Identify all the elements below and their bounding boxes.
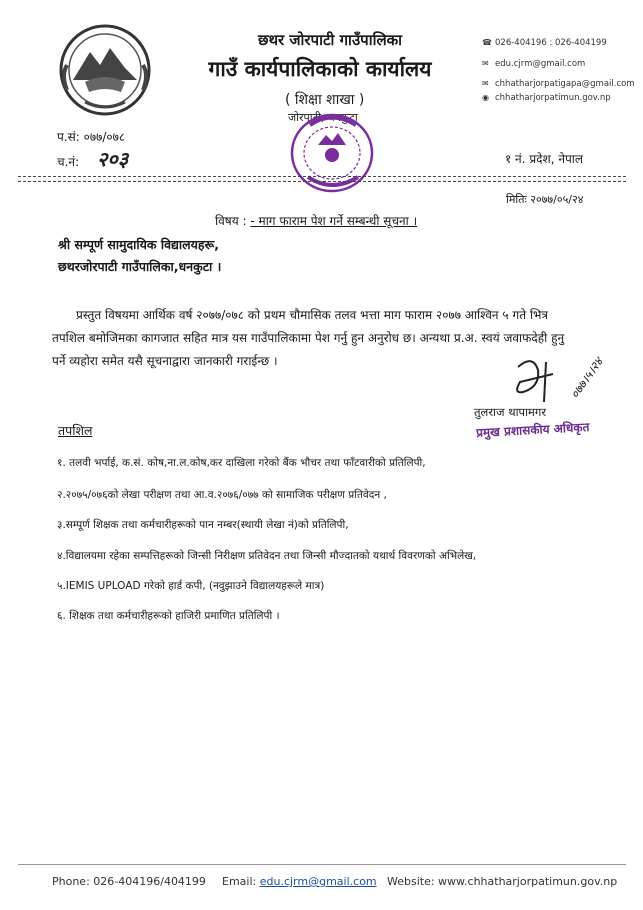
tapshil-heading: तपशिल — [58, 423, 93, 438]
section-name: ( शिक्षा शाखा ) — [285, 92, 365, 108]
handwritten-cha-na: २०३ — [96, 147, 129, 171]
signatory-name: तुलराज थापामगर — [474, 405, 547, 419]
signatory-designation: प्रमुख प्रशासकीय अधिकृत — [475, 420, 590, 440]
phone-icon: ☎ — [482, 38, 492, 47]
reference-cha-na: च.नं: २०३ — [57, 147, 129, 171]
list-item: ३.सम्पूर्ण शिक्षक तथा कर्मचारीहरूको पान नम्बर(स्थायी लेखा नं)को प्रतिलिपी, — [57, 519, 349, 531]
footer-email-link[interactable]: edu.cjrm@gmail.com — [259, 875, 377, 888]
footer-phone: Phone: 026-404196/404199 — [52, 875, 206, 888]
subject-line — [215, 212, 417, 229]
subject-label: विषय : — [215, 214, 247, 228]
signature-scribble — [508, 352, 568, 407]
list-item: १. तलवी भर्पाई, क.सं. कोष,ना.ल.कोष,कर दाखिला गरेको बैंक भौचर तथा फाँटवारीको प्रतिलिपी, — [57, 457, 426, 469]
header-divider — [18, 176, 626, 177]
province-label: १ नं. प्रदेश, नेपाल — [505, 152, 584, 166]
list-item: ४.विद्यालयमा रहेका सम्पत्तिहरूको जिन्सी निरीक्षण प्रतिवेदन तथा जिन्सी मौज्दातको यथार्थ विवरणको अभिलेख, — [57, 550, 477, 562]
body-line-1: प्रस्तुत विषयमा आर्थिक वर्ष २०७७/०७८ को प्रथम चौमासिक तलव भत्ता माग फाराम २०७७ आश्विन ५ गते भित्र — [76, 308, 549, 322]
subject-text: - माग फाराम पेश गर्ने सम्बन्धी सूचना । — [250, 214, 418, 228]
list-item: ६. शिक्षक तथा कर्मचारीहरूको हाजिरी प्रमाणित प्रतिलिपी । — [57, 610, 280, 622]
footer-divider — [18, 864, 626, 865]
contact-website: ◉ chhatharjorpatimun.gov.np — [482, 93, 611, 103]
list-item: ५.IEMIS UPLOAD गरेको हार्ड कपी, (नवुझाउने विद्यालयहरूले मात्र) — [57, 580, 325, 592]
office-place: जोरपाटी, धनकुटा — [288, 111, 358, 124]
footer-email: Email: edu.cjrm@gmail.com — [222, 875, 377, 888]
header-divider-2 — [18, 181, 626, 182]
body-line-3: पर्ने व्यहोरा समेत यसै सूचनाद्वारा जानकारी गराईन्छ । — [52, 354, 278, 368]
contact-phone: ☎ 026-404196 : 026-404199 — [482, 38, 607, 48]
contact-email-2: ✉ chhatharjorpatigapa@gmail.com — [482, 79, 635, 89]
office-name: छथर जोरपाटी गाउँपालिका — [257, 31, 403, 49]
contact-email: ✉ edu.cjrm@gmail.com — [482, 59, 586, 69]
email-icon: ✉ — [482, 79, 489, 88]
body-line-2: तपशिल बमोजिमका कागजात सहित मात्र यस गाउँपालिकामा पेश गर्नु हुन अनुरोध छ। अन्यथा प्र.अ. स्वयं जवाफदेही हुनु — [52, 331, 565, 345]
footer-website[interactable]: Website: www.chhatharjorpatimun.gov.np — [387, 875, 618, 888]
recipient-line-1: श्री सम्पूर्ण सामुदायिक विद्यालयहरू, — [58, 237, 219, 252]
office-seal-stamp — [280, 105, 380, 200]
reference-pa-sa: प.सं: ०७७/०७८ — [57, 130, 126, 144]
list-item: २.२०७५/०७६को लेखा परीक्षण तथा आ.व.२०७६/०७७ को सामाजिक परीक्षण प्रतिवेदन , — [57, 489, 387, 501]
letter-date: मितिः २०७७/०५/२४ — [506, 193, 584, 206]
nepal-emblem-icon — [55, 20, 155, 120]
office-title: गाउँ कार्यपालिकाको कार्यालय — [208, 57, 432, 81]
signature-date: ०७७।५।२४ — [567, 355, 606, 402]
email-icon: ✉ — [482, 59, 489, 68]
globe-icon: ◉ — [482, 93, 489, 102]
recipient-line-2: छथरजोरपाटी गाउँपालिका,धनकुटा । — [58, 259, 222, 274]
